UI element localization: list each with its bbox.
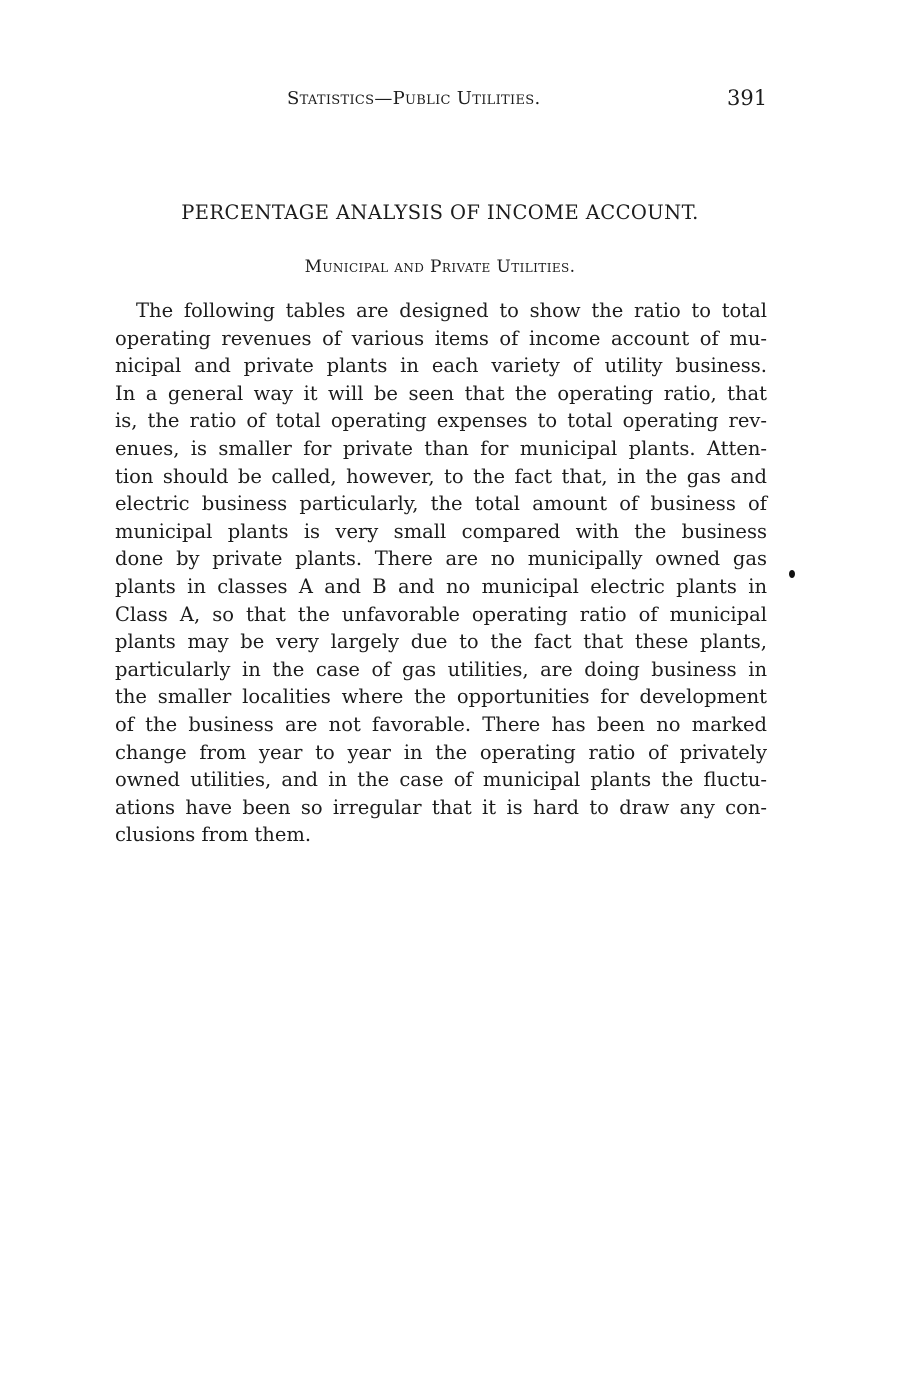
paragraph-line: The following tables are designed to show the ratio to total [136, 299, 767, 322]
ink-speck [789, 570, 795, 578]
paragraph-line: enues, is smaller for private than for municipal plants. Atten- [115, 436, 767, 460]
paragraph-line: clusions from them. [115, 823, 312, 847]
paragraph-line: of the business are not favorable. There has been no marked [115, 712, 767, 736]
running-head: Statistics—Public Utilities. [287, 88, 541, 109]
paragraph-line: operating revenues of various items of income account of mu- [115, 326, 767, 350]
paragraph-line: Class A, so that the unfavorable operating ratio of municipal [115, 602, 767, 626]
paragraph-line: owned utilities, and in the case of municipal plants the fluctu- [115, 768, 767, 792]
paragraph-line: tion should be called, however, to the fact that, in the gas and [115, 464, 767, 488]
paragraph-line: done by private plants. There are no municipally owned gas [115, 547, 767, 571]
paragraph-line: municipal plants is very small compared with the business [115, 519, 767, 543]
paragraph-line: In a general way it will be seen that the operating ratio, that [115, 381, 767, 405]
section-subtitle: Municipal and Private Utilities. [304, 257, 576, 277]
paragraph-line: plants may be very largely due to the fact that these plants, [115, 630, 767, 654]
paragraph-line: electric business particularly, the total amount of business of [115, 492, 767, 516]
paragraph-line: is, the ratio of total operating expenses to total operating rev- [115, 409, 767, 433]
paragraph-line: nicipal and private plants in each variety of utility business. [115, 354, 767, 378]
page-number: 391 [727, 86, 768, 110]
body-paragraph [115, 297, 767, 849]
paragraph-line: ations have been so irregular that it is hard to draw any con- [115, 795, 767, 819]
paragraph-line: plants in classes A and B and no municipal electric plants in [115, 574, 767, 598]
paragraph-line: the smaller localities where the opportunities for development [115, 685, 767, 709]
paragraph-line: particularly in the case of gas utilities, are doing business in [115, 657, 767, 681]
section-title: PERCENTAGE ANALYSIS OF INCOME ACCOUNT. [181, 201, 699, 224]
paragraph-line: change from year to year in the operating ratio of privately [115, 740, 767, 764]
